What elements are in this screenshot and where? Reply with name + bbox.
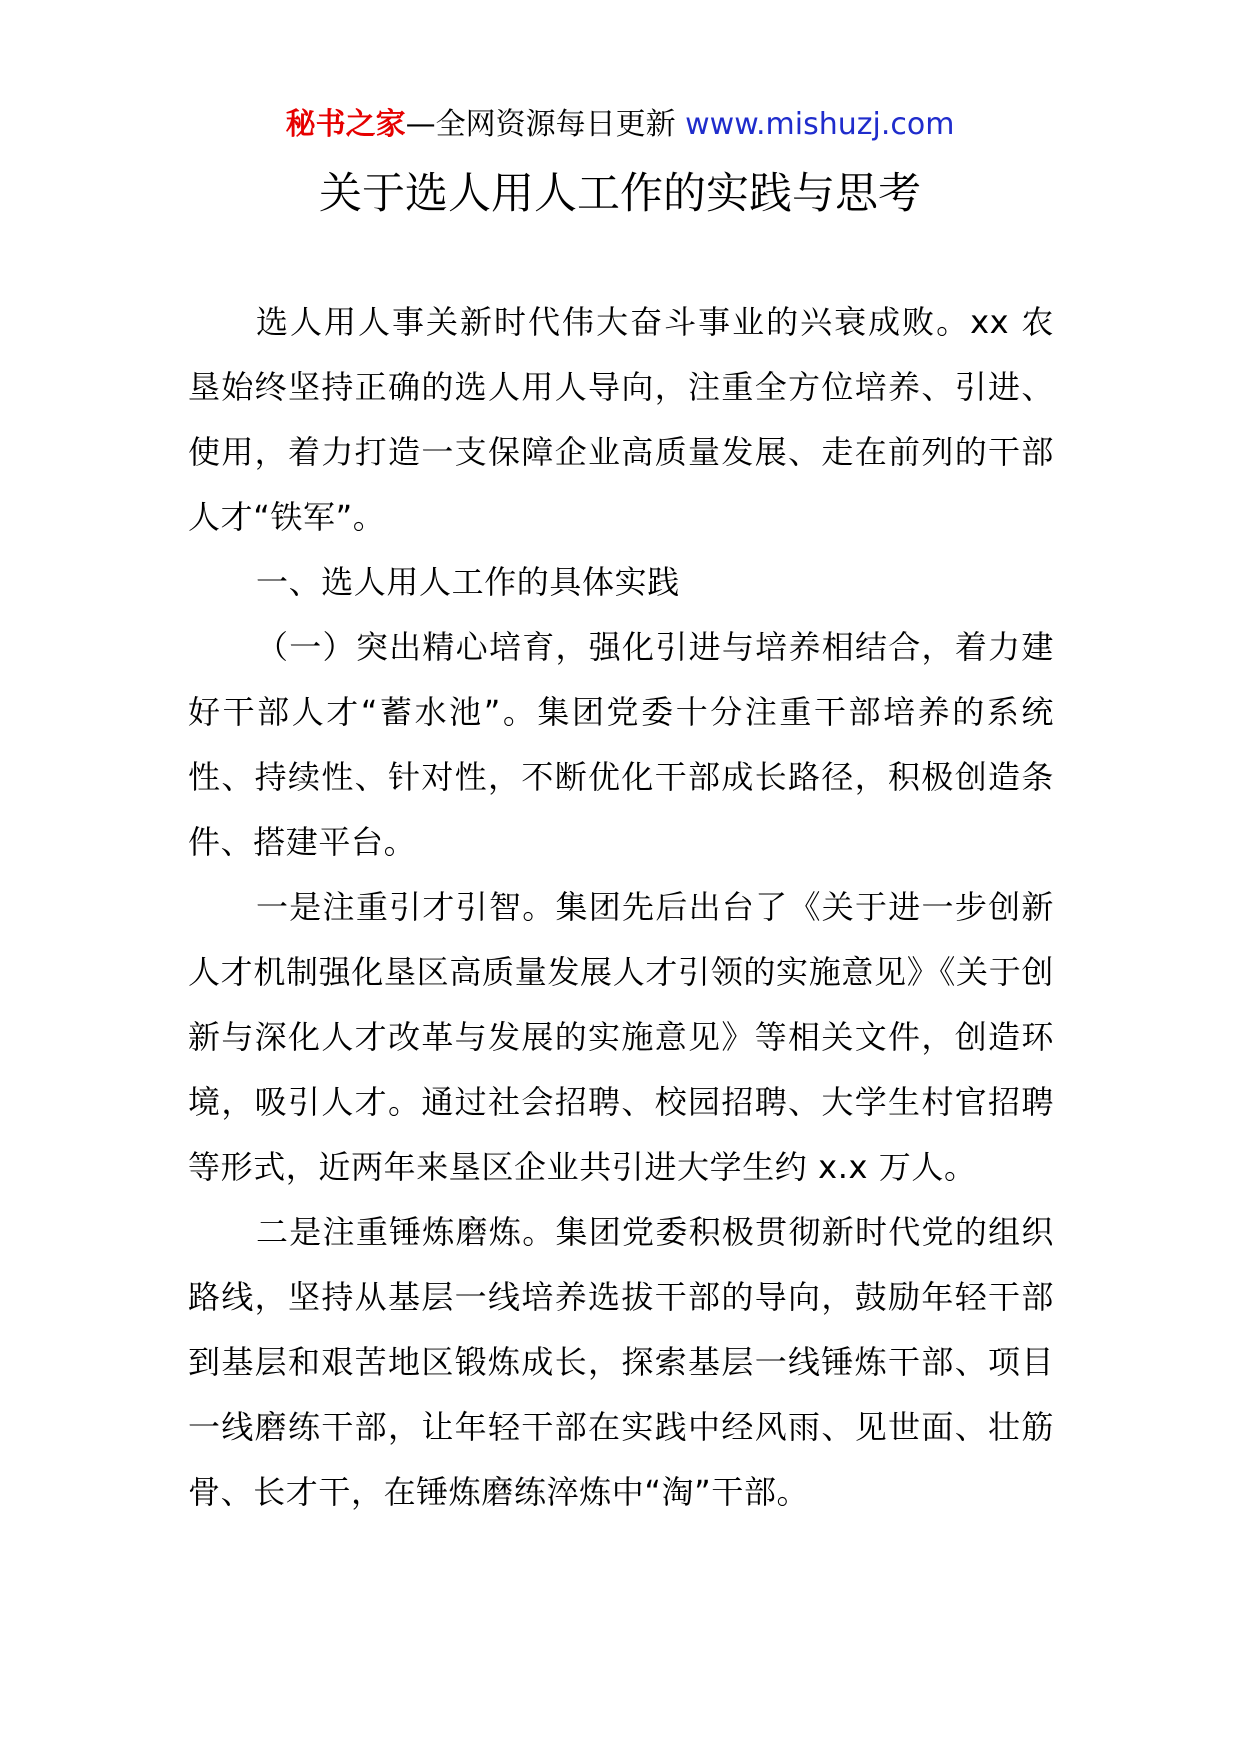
paragraph-subsection-1: （一）突出精心培育，强化引进与培养相结合，着力建好干部人才“蓄水池”。集团党委十分注重干部培养的系统性、持续性、针对性，不断优化干部成长路径，积极创造条件、搭建平台。 (188, 628, 1054, 861)
paragraph-point-2: 二是注重锤炼磨炼。集团党委积极贯彻新时代党的组织路线，坚持从基层一线培养选拔干部的导向，鼓励年轻干部到基层和艰苦地区锻炼成长，探索基层一线锤炼干部、项目一线磨练干部，让年轻干部在实践中经风雨、见世面、壮筋骨、长才干，在锤炼磨练淬炼中“淘”干部。 (188, 1213, 1054, 1511)
site-header (0, 100, 1240, 150)
document-title: 关于选人用人工作的实践与思考 (319, 169, 921, 219)
brand-name: 秘书之家 (285, 107, 406, 142)
document-body (188, 290, 1054, 1525)
paragraph-intro: 选人用人事关新时代伟大奋斗事业的兴衰成败。xx 农垦始终坚持正确的选人用人导向，注重全方位培养、引进、使用，着力打造一支保障企业高质量发展、走在前列的干部人才“铁军”。 (188, 303, 1054, 536)
header-tagline: —全网资源每日更新 (405, 107, 676, 142)
section-heading-1: 一、选人用人工作的具体实践 (256, 563, 680, 601)
paragraph-point-1: 一是注重引才引智。集团先后出台了《关于进一步创新人才机制强化垦区高质量发展人才引领的实施意见》《关于创新与深化人才改革与发展的实施意见》等相关文件，创造环境，吸引人才。通过社会招聘、校园招聘、大学生村官招聘等形式，近两年来垦区企业共引进大学生约 x.x 万人。 (188, 888, 1054, 1186)
site-url-link[interactable]: www.mishuzj.com (685, 107, 955, 142)
